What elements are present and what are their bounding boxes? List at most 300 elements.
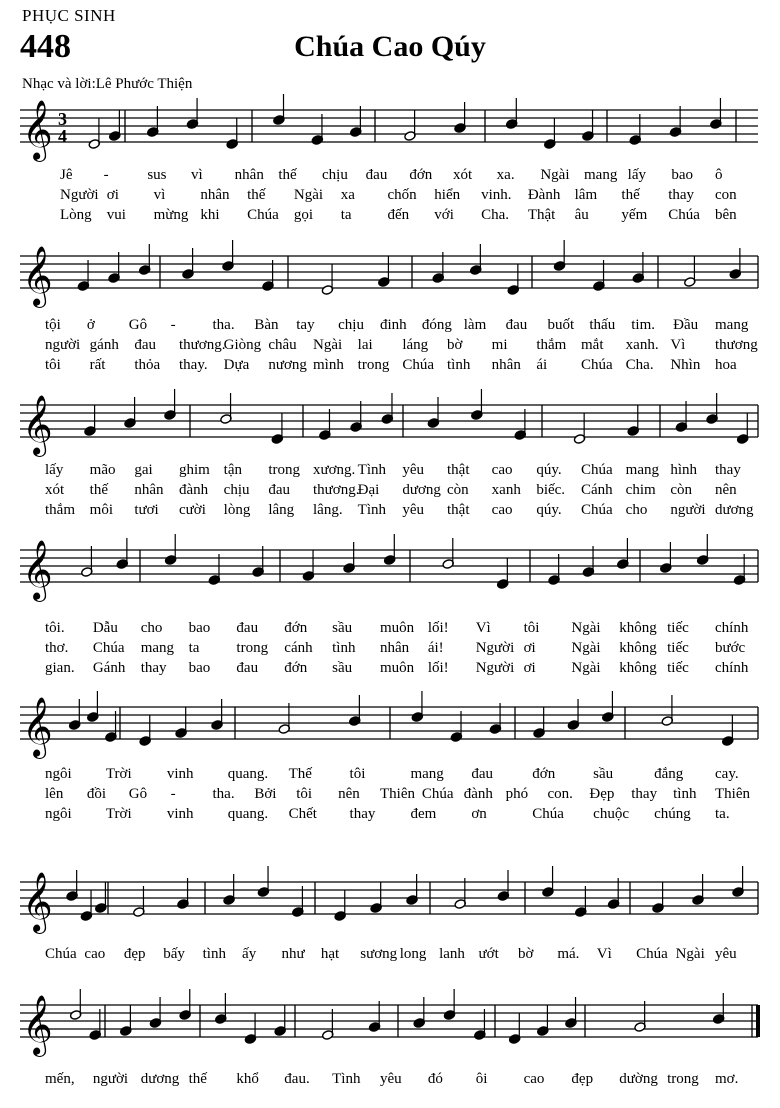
lyric-syllable: Thật	[527, 207, 556, 223]
lyric-syllable: Trời	[105, 806, 132, 822]
lyric-syllable: đau	[134, 337, 156, 353]
lyric-syllable: chuộc	[593, 806, 629, 822]
lyric-syllable: tôi	[349, 766, 366, 782]
lyric-syllable: Người	[60, 187, 99, 203]
staff-system	[20, 236, 758, 308]
lyric-syllable: ái	[536, 357, 548, 373]
lyric-syllable: muôn	[380, 660, 415, 676]
lyric-syllable: thay	[631, 786, 658, 802]
song-title: Chúa Cao Qúy	[294, 30, 486, 63]
lyric-syllable: Vì	[670, 337, 686, 353]
lyric-syllable: trong	[236, 640, 269, 656]
lyric-syllable: thế	[278, 167, 297, 183]
treble-clef-icon: 𝄞	[22, 540, 53, 600]
lyric-syllable: vì	[191, 167, 203, 183]
lyric-syllable: ơi	[523, 640, 536, 656]
lyric-syllable: đớn	[284, 620, 308, 636]
lyric-syllable: xương.	[313, 462, 356, 478]
lyric-syllable: Ngài	[571, 660, 601, 676]
lyric-syllable: Bàn	[254, 317, 279, 333]
lyric-syllable: trong	[357, 357, 390, 373]
lyric-line-verse-3	[0, 500, 760, 520]
lyric-syllable: rất	[89, 357, 106, 373]
time-signature-bottom: 4	[58, 126, 67, 146]
lyric-line-verse-1	[0, 165, 760, 185]
lyric-syllable: Người	[475, 640, 515, 656]
time-signature-top: 3	[58, 109, 67, 129]
lyric-syllable: thế	[188, 1071, 207, 1087]
lyric-syllable: lên	[45, 786, 64, 802]
lyric-syllable: Chúa	[92, 640, 125, 656]
lyric-line-verse-1	[0, 460, 760, 480]
lyric-syllable: Chúa	[421, 786, 454, 802]
lyric-syllable: dương	[402, 482, 441, 498]
lyric-syllable: Người	[475, 660, 515, 676]
lyric-syllable: bao	[188, 660, 211, 676]
lyric-line-verse-2	[0, 335, 760, 355]
lyric-syllable: tiếc	[667, 660, 689, 676]
lyric-syllable: con	[715, 187, 737, 203]
lyric-syllable: tôi	[296, 786, 313, 802]
lyric-syllable: đau	[268, 482, 290, 498]
lyric-syllable: Ngài	[675, 946, 705, 962]
section-label: PHỤC SINH	[22, 6, 116, 25]
lyric-syllable: chịu	[223, 482, 250, 498]
lyric-syllable: chính	[715, 620, 749, 636]
lyric-syllable: tình	[202, 946, 226, 962]
lyric-syllable: ái!	[427, 640, 444, 656]
lyric-syllable: bước	[715, 640, 746, 656]
lyric-syllable: Chúa	[532, 806, 564, 822]
lyric-syllable: vì	[153, 187, 166, 203]
lyric-syllable: Tình	[357, 462, 386, 478]
lyric-syllable: thay	[715, 462, 741, 478]
lyric-syllable: đau	[236, 660, 259, 676]
lyric-syllable: bao	[671, 167, 693, 183]
lyric-syllable: đẹp	[123, 946, 146, 962]
lyric-syllable: Jê	[60, 167, 73, 183]
lyric-syllable: thấu	[589, 317, 616, 333]
lyric-syllable: bấy	[163, 946, 185, 962]
lyric-syllable: lâng	[268, 502, 295, 518]
lyric-syllable: đau	[471, 766, 494, 782]
staff	[20, 862, 758, 934]
lyric-line-verse-1	[0, 618, 760, 638]
lyric-syllable: Chúa	[45, 946, 77, 962]
lyric-syllable: tận	[223, 462, 242, 478]
lyric-syllable: châu	[268, 337, 297, 353]
lyric-syllable: Gô	[128, 317, 148, 333]
lyric-syllable: nhân	[234, 167, 264, 183]
lyric-syllable: lấy	[627, 167, 646, 183]
lyric-syllable: xanh	[491, 482, 521, 498]
lyric-syllable: ơi	[106, 187, 119, 203]
treble-clef-icon: 𝄞	[22, 697, 53, 757]
lyric-syllable: người	[92, 1071, 129, 1087]
lyric-syllable: Ngài	[571, 640, 601, 656]
lyric-syllable: lanh	[439, 946, 465, 962]
lyric-syllable: dương	[715, 502, 754, 518]
lyric-syllable: thắm	[536, 337, 567, 353]
lyric-syllable: Bởi	[254, 786, 277, 802]
lyric-syllable: đành	[463, 786, 493, 802]
lyric-syllable: ta	[188, 640, 200, 656]
lyric-syllable: lâm	[574, 187, 598, 203]
lyric-syllable: nhân	[491, 357, 521, 373]
lyric-syllable: Thiên	[715, 786, 750, 802]
lyric-syllable: chính	[715, 660, 749, 676]
lyric-syllable: cánh	[284, 640, 313, 656]
lyric-syllable: xa	[340, 187, 355, 203]
lyric-syllable: lấy	[45, 462, 64, 478]
lyric-syllable: ngôi	[45, 766, 72, 782]
lyric-line-verse-3	[0, 205, 760, 225]
lyric-syllable: môi	[89, 502, 113, 518]
lyric-syllable: lâng.	[313, 502, 343, 518]
lyric-syllable: Giòng	[223, 337, 262, 353]
lyric-syllable: đắng	[654, 766, 684, 782]
lyric-syllable: mang	[410, 766, 444, 782]
lyric-syllable: Chúa	[581, 502, 613, 518]
lyric-syllable: Chúa	[581, 357, 613, 373]
lyric-syllable: như	[281, 946, 305, 962]
lyric-syllable: qúy.	[536, 502, 562, 518]
lyric-syllable: thay	[668, 187, 695, 203]
lyric-syllable: ấy	[242, 946, 257, 962]
lyric-syllable: tiếc	[667, 640, 689, 656]
lyric-syllable: yêu	[402, 462, 424, 478]
lyric-syllable: yếm	[621, 207, 648, 223]
lyric-syllable: mang	[715, 317, 749, 333]
lyric-syllable: còn	[447, 482, 469, 498]
lyric-syllable: cao	[84, 946, 106, 962]
lyric-syllable: Chúa	[636, 946, 668, 962]
lyric-syllable: nương	[268, 357, 307, 373]
staff-system	[20, 862, 758, 934]
lyric-syllable: tha.	[212, 786, 235, 802]
lyric-syllable: cao	[491, 462, 513, 478]
lyric-syllable: đành	[179, 482, 209, 498]
lyric-syllable: nên	[338, 786, 360, 802]
lyric-line-verse-3	[0, 804, 760, 824]
lyric-syllable: ô	[715, 167, 723, 183]
lyric-syllable: mến,	[45, 1071, 75, 1087]
staff-system	[20, 385, 758, 457]
lyric-syllable: tôi	[45, 357, 61, 373]
lyric-syllable: sương	[360, 946, 398, 962]
lyric-syllable: đó	[427, 1071, 443, 1087]
lyric-syllable: mừng	[153, 207, 189, 223]
lyric-syllable: nhân	[200, 187, 230, 203]
lyric-syllable: bờ	[517, 946, 534, 962]
lyric-syllable: trong	[667, 1071, 699, 1087]
lyric-syllable: đẹp	[571, 1071, 594, 1087]
lyric-syllable: thơ.	[45, 640, 69, 656]
lyric-syllable: Thiên	[380, 786, 415, 802]
lyric-syllable: Ngài	[313, 337, 343, 353]
lyric-syllable: lai	[357, 337, 373, 353]
lyric-syllable: Tình	[357, 502, 386, 518]
lyric-syllable: Cánh	[581, 482, 613, 498]
lyric-syllable: không	[619, 620, 657, 636]
lyric-syllable: Cha.	[625, 357, 654, 373]
lyric-syllable: Chúa	[247, 207, 279, 223]
lyric-syllable: hình	[670, 462, 697, 478]
treble-clef-icon: 𝄞	[22, 246, 53, 306]
staff	[20, 687, 758, 759]
lyric-syllable: Ngài	[571, 620, 601, 636]
lyric-syllable: xót	[453, 167, 473, 183]
lyric-syllable: muôn	[380, 620, 415, 636]
lyric-syllable: tôi	[523, 620, 540, 636]
lyric-syllable: -	[103, 167, 109, 183]
lyric-syllable: mang	[625, 462, 659, 478]
lyric-syllable: không	[619, 660, 657, 676]
lyric-syllable: tha.	[212, 317, 235, 333]
lyric-syllable: bao	[188, 620, 211, 636]
lyric-syllable: chúng	[654, 806, 691, 822]
treble-clef-icon: 𝄞	[22, 395, 53, 455]
lyric-syllable: hoa	[715, 357, 737, 373]
lyric-syllable: còn	[670, 482, 692, 498]
lyric-syllable: Ngài	[540, 167, 570, 183]
lyric-syllable: bên	[715, 207, 737, 223]
lyric-syllable: Nhìn	[670, 357, 701, 373]
lyric-syllable: nhân	[380, 640, 410, 656]
lyric-syllable: Gánh	[92, 660, 126, 676]
lyric-syllable: Vì	[596, 946, 612, 962]
lyric-syllable: xanh.	[625, 337, 659, 353]
staff	[20, 90, 758, 162]
lyric-syllable: Tình	[332, 1071, 361, 1087]
lyric-syllable: láng	[402, 337, 429, 353]
lyric-syllable: nhân	[134, 482, 164, 498]
lyric-syllable: đem	[410, 806, 437, 822]
lyric-syllable: tươi	[134, 502, 159, 518]
lyric-syllable: thật	[447, 462, 470, 478]
lyric-syllable: vinh.	[481, 187, 512, 203]
lyric-syllable: yêu	[715, 946, 737, 962]
lyric-syllable: -	[170, 786, 176, 802]
lyric-syllable: người	[670, 502, 706, 518]
lyric-syllable: tình	[447, 357, 471, 373]
lyric-syllable: tôi.	[45, 620, 65, 636]
lyric-syllable: thế	[89, 482, 108, 498]
lyric-syllable: phó	[505, 786, 529, 802]
lyric-syllable: thương.	[313, 482, 360, 498]
lyric-line-verse-2	[0, 185, 760, 205]
lyric-syllable: yêu	[402, 502, 424, 518]
lyric-syllable: hạt	[320, 946, 340, 962]
lyric-syllable: thế	[621, 187, 640, 203]
lyric-syllable: ơi	[523, 660, 536, 676]
lyric-syllable: quang.	[227, 806, 269, 822]
lyric-syllable: đau	[236, 620, 259, 636]
lyric-syllable: bờ	[447, 337, 463, 353]
lyric-syllable: chim	[625, 482, 656, 498]
lyric-syllable: sầu	[593, 766, 614, 782]
lyric-syllable: đóng	[421, 317, 452, 333]
staff-system	[20, 687, 758, 759]
lyric-syllable: biếc.	[536, 482, 566, 498]
lyric-syllable: thay	[349, 806, 376, 822]
lyric-syllable: Chết	[288, 806, 317, 822]
lyric-syllable: xót	[45, 482, 65, 498]
composer-credit: Nhạc và lời:Lê Phước Thiện	[22, 76, 193, 92]
lyric-line-verse-1	[0, 944, 760, 964]
lyric-syllable: thật	[447, 502, 470, 518]
lyric-syllable: sầu	[332, 620, 353, 636]
lyric-syllable: nên	[715, 482, 737, 498]
lyric-syllable: âu	[574, 207, 589, 223]
lyric-syllable: thắm	[45, 502, 75, 518]
lyric-line-verse-3	[0, 658, 760, 678]
lyric-syllable: má.	[557, 946, 580, 962]
lyric-syllable: Đại	[357, 482, 380, 498]
lyric-syllable: Lòng	[60, 207, 92, 223]
lyric-syllable: không	[619, 640, 657, 656]
lyric-syllable: chịu	[338, 317, 364, 333]
lyric-syllable: tiếc	[667, 620, 689, 636]
lyric-syllable: Thế	[288, 766, 312, 782]
lyric-syllable: cay.	[715, 766, 739, 782]
lyric-syllable: hiển	[434, 187, 461, 203]
lyric-syllable: mang	[584, 167, 618, 183]
lyric-syllable: đau.	[284, 1071, 310, 1087]
lyric-syllable: đau	[505, 317, 528, 333]
lyric-line-verse-2	[0, 784, 760, 804]
lyric-syllable: đồi	[86, 786, 107, 802]
lyric-syllable: vui	[106, 207, 126, 223]
staff-system	[20, 90, 758, 162]
lyric-syllable: xa.	[496, 167, 515, 183]
lyric-syllable: tội	[45, 317, 61, 333]
lyric-syllable: Chúa	[581, 462, 613, 478]
lyric-syllable: thương	[715, 337, 758, 353]
lyric-syllable: lòng	[223, 502, 251, 518]
lyric-syllable: đớn	[532, 766, 556, 782]
lyric-syllable: buốt	[547, 317, 575, 333]
lyric-syllable: ôi	[475, 1071, 488, 1087]
lyric-syllable: mắt	[581, 337, 604, 353]
lyric-syllable: mơ.	[715, 1071, 739, 1087]
lyric-syllable: dương	[140, 1071, 180, 1087]
lyric-syllable: gai	[134, 462, 153, 478]
lyric-syllable: ơn	[471, 806, 487, 822]
lyric-syllable: với	[434, 207, 454, 223]
lyric-syllable: vinh	[166, 806, 194, 822]
lyric-syllable: tình	[332, 640, 356, 656]
staff	[20, 985, 758, 1057]
lyric-syllable: người	[45, 337, 81, 353]
staff	[20, 530, 758, 602]
lyric-syllable: vinh	[166, 766, 194, 782]
lyric-syllable: ướt	[478, 946, 499, 962]
lyric-syllable: chịu	[322, 167, 348, 183]
lyric-syllable: Trời	[105, 766, 132, 782]
lyric-syllable: mang	[140, 640, 175, 656]
lyric-syllable: tình	[673, 786, 697, 802]
lyric-syllable: cao	[491, 502, 513, 518]
lyric-syllable: đến	[387, 207, 410, 223]
lyric-syllable: đớn	[409, 167, 433, 183]
lyric-syllable: gian.	[45, 660, 75, 676]
lyric-syllable: Gô	[128, 786, 148, 802]
lyric-syllable: cho	[140, 620, 163, 636]
lyric-syllable: Ngài	[293, 187, 324, 203]
lyric-syllable: đớn	[284, 660, 308, 676]
lyric-syllable: ở	[86, 317, 95, 333]
lyric-syllable: trong	[268, 462, 300, 478]
lyric-syllable: thay.	[179, 357, 208, 373]
hymn-number: 448	[20, 28, 71, 65]
treble-clef-icon: 𝄞	[22, 872, 53, 932]
lyric-syllable: Đầu	[673, 317, 699, 333]
lyric-syllable: đau	[365, 167, 388, 183]
lyric-syllable: đinh	[380, 317, 407, 333]
lyric-syllable: dường	[619, 1071, 658, 1087]
treble-clef-icon: 𝄞	[22, 995, 53, 1055]
lyric-syllable: lối!	[427, 620, 449, 636]
lyric-syllable: Đành	[527, 187, 561, 203]
lyric-line-verse-1	[0, 764, 760, 784]
lyric-syllable: ta	[340, 207, 352, 223]
lyric-line-verse-2	[0, 480, 760, 500]
staff-system	[20, 985, 758, 1057]
lyric-syllable: sus	[147, 167, 167, 183]
lyric-syllable: long	[399, 946, 427, 962]
lyric-syllable: Vì	[475, 620, 491, 636]
lyric-syllable: Đẹp	[589, 786, 615, 802]
lyric-syllable: cho	[625, 502, 648, 518]
lyric-syllable: -	[170, 317, 176, 333]
lyric-syllable: gọi	[293, 207, 314, 223]
lyric-line-verse-1	[0, 1069, 760, 1089]
lyric-syllable: cười	[179, 502, 206, 518]
lyric-line-verse-2	[0, 638, 760, 658]
lyric-syllable: ta.	[715, 806, 730, 822]
lyric-syllable: mi	[491, 337, 508, 353]
lyric-syllable: thương.	[179, 337, 226, 353]
lyric-syllable: khổ	[236, 1071, 259, 1087]
staff	[20, 236, 758, 308]
staff	[20, 385, 758, 457]
lyric-syllable: thỏa	[134, 357, 161, 373]
lyric-syllable: khi	[200, 207, 220, 223]
lyric-line-verse-3	[0, 355, 760, 375]
lyric-syllable: yêu	[380, 1071, 402, 1087]
lyric-syllable: thế	[247, 187, 266, 203]
lyric-syllable: quang.	[227, 766, 269, 782]
lyric-line-verse-1	[0, 315, 760, 335]
lyric-syllable: qúy.	[536, 462, 562, 478]
lyric-syllable: Dựa	[223, 357, 250, 373]
lyric-syllable: chốn	[387, 187, 417, 203]
lyric-syllable: Chúa	[402, 357, 434, 373]
lyric-syllable: mão	[89, 462, 116, 478]
lyric-syllable: gánh	[89, 337, 119, 353]
lyric-syllable: con.	[547, 786, 573, 802]
lyric-syllable: Cha.	[481, 207, 509, 223]
staff-system	[20, 530, 758, 602]
lyric-syllable: làm	[463, 317, 487, 333]
lyric-syllable: thay	[140, 660, 167, 676]
lyric-syllable: lối!	[427, 660, 449, 676]
lyric-syllable: ngôi	[45, 806, 72, 822]
treble-clef-icon: 𝄞	[22, 100, 53, 160]
lyric-syllable: sầu	[332, 660, 353, 676]
lyric-syllable: mình	[313, 357, 344, 373]
